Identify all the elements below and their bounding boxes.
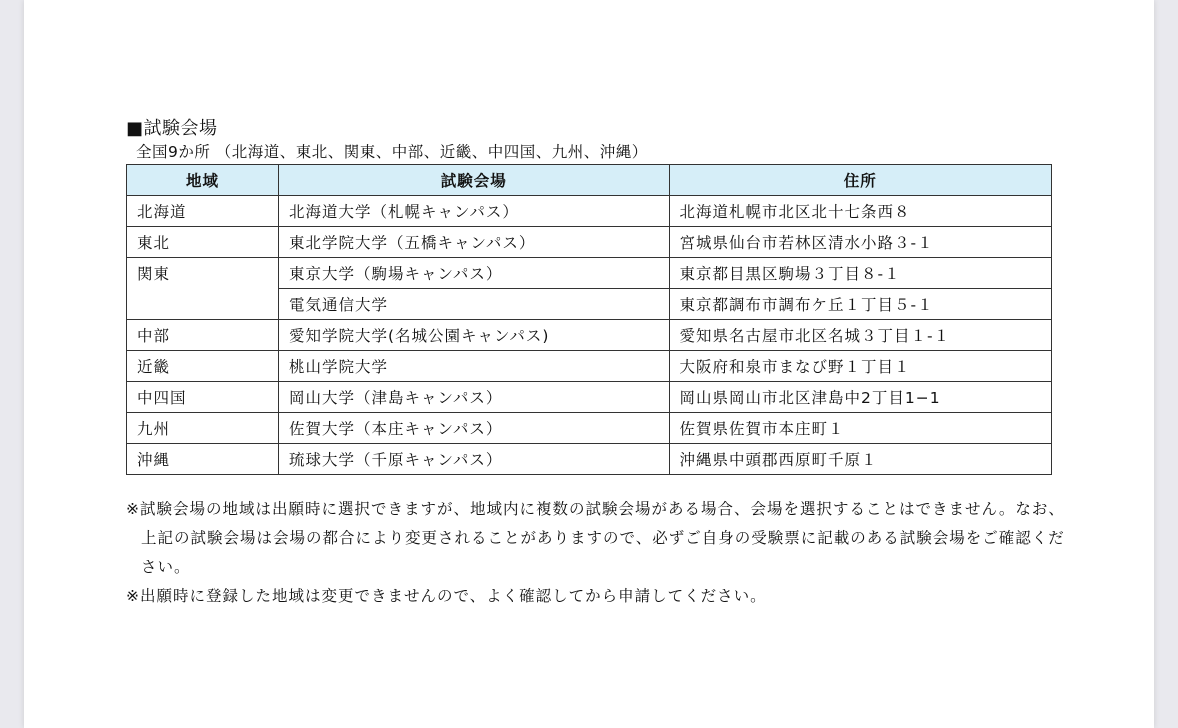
region-cell: 近畿 [127,351,279,382]
section-subheading: 全国9か所 （北海道、東北、関東、中部、近畿、中四国、九州、沖縄） [136,143,648,161]
venue-cell: 佐賀大学（本庄キャンパス） [278,413,669,444]
table-row [127,413,1052,444]
venue-table [126,164,1052,475]
region-cell [127,289,279,320]
address-cell: 宮城県仙台市若林区清水小路３-１ [669,227,1051,258]
address-cell: 東京都調布市調布ケ丘１丁目５-１ [669,289,1051,320]
region-cell: 九州 [127,413,279,444]
table-row [127,258,1052,289]
table-row [127,320,1052,351]
note-venue-selection: ※試験会場の地域は出願時に選択できますが、地域内に複数の試験会場がある場合、会場を選択することはできません。なお、上記の試験会場は会場の都合により変更されることがありますので、必ずご自身の受験票に記載のある試験会場をご確認ください。 [126,500,1065,576]
header-venue: 試験会場 [278,165,669,196]
notes-section [126,495,1066,611]
venue-cell: 岡山大学（津島キャンパス） [278,382,669,413]
header-address: 住所 [669,165,1051,196]
address-cell: 北海道札幌市北区北十七条西８ [669,196,1051,227]
venue-cell: 桃山学院大学 [278,351,669,382]
table-row [127,227,1052,258]
venue-cell: 琉球大学（千原キャンパス） [278,444,669,475]
venue-cell: 愛知学院大学(名城公園キャンパス) [278,320,669,351]
table-row [127,351,1052,382]
table-row [127,196,1052,227]
region-cell: 北海道 [127,196,279,227]
address-cell: 愛知県名古屋市北区名城３丁目１-１ [669,320,1051,351]
address-cell: 佐賀県佐賀市本庄町１ [669,413,1051,444]
region-cell: 中部 [127,320,279,351]
region-cell: 沖縄 [127,444,279,475]
table-row [127,289,1052,320]
region-cell: 関東 [127,258,279,289]
exam-venue-section [126,116,1066,611]
address-cell: 沖縄県中頭郡西原町千原１ [669,444,1051,475]
note-region-change: ※出願時に登録した地域は変更できませんので、よく確認してから申請してください。 [126,587,767,605]
address-cell: 岡山県岡山市北区津島中2丁目1−1 [669,382,1051,413]
venue-cell: 電気通信大学 [278,289,669,320]
document-page [24,0,1154,728]
section-heading: ■試験会場 [126,118,218,139]
address-cell: 東京都目黒区駒場３丁目８-１ [669,258,1051,289]
table-row [127,444,1052,475]
region-cell: 東北 [127,227,279,258]
region-cell: 中四国 [127,382,279,413]
venue-cell: 東京大学（駒場キャンパス） [278,258,669,289]
header-region: 地域 [127,165,279,196]
venue-cell: 東北学院大学（五橋キャンパス） [278,227,669,258]
venue-cell: 北海道大学（札幌キャンパス） [278,196,669,227]
table-header-row [127,165,1052,196]
address-cell: 大阪府和泉市まなび野１丁目１ [669,351,1051,382]
table-row [127,382,1052,413]
